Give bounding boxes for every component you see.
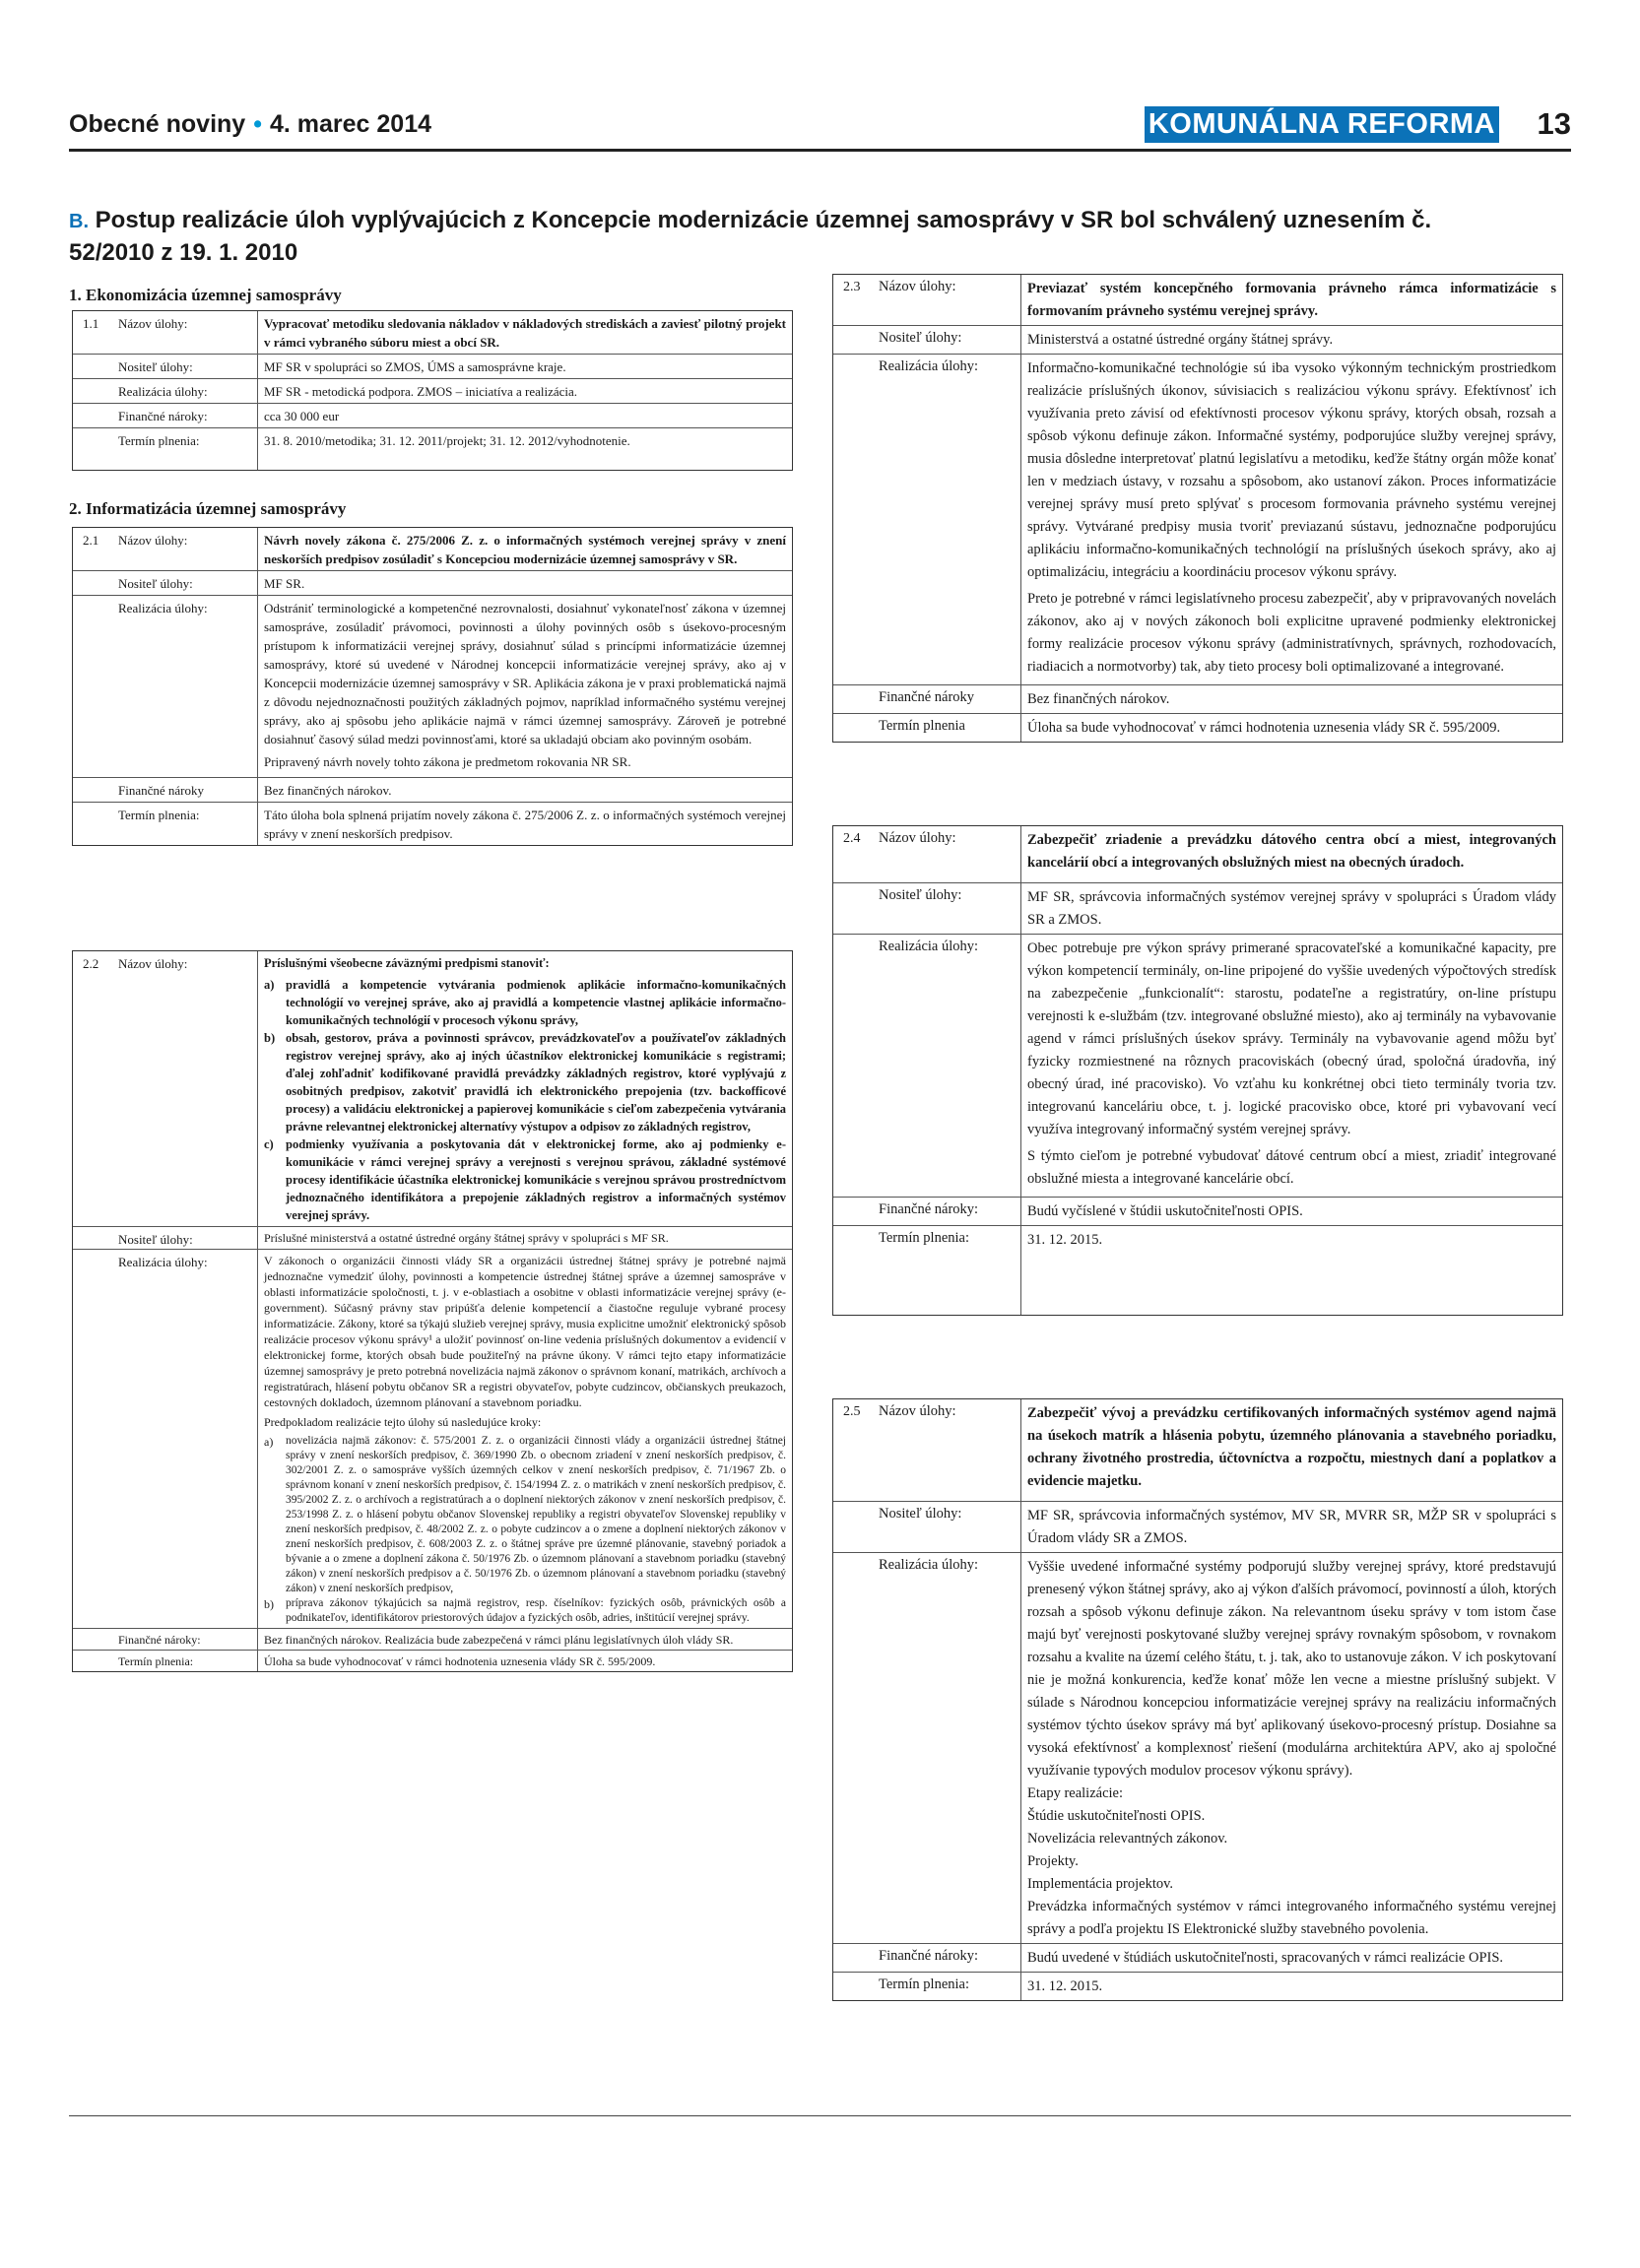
realizacia-paragraph: Vyššie uvedené informačné systémy podporujú služby verejnej správy, ktoré predstavujú prenesený výkon štátnej správy, ako aj výkon ďalších právomocí, povinností a úloh, ktorých rozsah a spôsob výkonu definuje zákon. Na relevantnom úseku správy v tom istom čase majú byť verejnosti poskytované služby verejnej správy rovnakým spôsobom, v rovnakom rozsahu a kvalite na území celého štátu, t. j. tak, ako to ustanovuje zákon. V ich poskytovaní nie je možná konkurencia, keďže konať môže len vecne a miestne príslušný subjekt. V súlade s Národnou koncepciou informatizácie verejnej správy na realizáciu informačných systémov týchto úsekov správy má byť aplikovaný úsekovo-procesný prístup. Dosiahne sa vysoká efektívnosť a komplexnosť riešení (modulárna architektúra APV, ako aj spoločné využívanie typových modulov procesov výkonu správy). [1027, 1559, 1556, 1779]
value-nositel: MF SR. [257, 571, 792, 595]
list-item: b) príprava zákonov týkajúcich sa najmä registrov, resp. číselníkov: fyzických osôb, právnických osôb a podnikateľov, identifikátorov priestorových údajov a fyzických osôb, adries, inštitúcií verejnej správy. [264, 1597, 786, 1624]
label-nazov: Názov úlohy: [118, 316, 188, 331]
section-1-heading: 1. Ekonomizácia územnej samosprávy [69, 286, 342, 304]
label-financne: Finančné nároky [879, 689, 975, 705]
nazov-intro: Príslušnými všeobecne záväznými predpismi stanoviť: [264, 956, 550, 970]
label-termin: Termín plnenia: [118, 433, 200, 448]
realizacia-line: Prevádzka informačných systémov v rámci integrovaného informačného systému verejnej správy a podľa projektu IS Elektronické služby stavebného povolenia. [1027, 1899, 1556, 1937]
task-number: 2.3 [843, 280, 861, 294]
value-nositel: Príslušné ministerstvá a ostatné ústredné orgány štátnej správy v spolupráci s MF SR. [257, 1227, 792, 1249]
label-nositel: Nositeľ úlohy: [879, 887, 962, 903]
task-table-1-1 [72, 310, 793, 471]
realizacia-line: Implementácia projektov. [1027, 1876, 1174, 1892]
task-table-2-5 [832, 1398, 1563, 2001]
value-nositel: MF SR v spolupráci so ZMOS, ÚMS a samosprávne kraje. [257, 355, 792, 378]
value-realizacia [1020, 935, 1562, 1197]
issue-date: 4. marec 2014 [269, 110, 432, 138]
value-nazov: Zabezpečiť zriadenie a prevádzku dátového centra obcí a miest, integrovaných kancelárií obcí a integrovaných obslužných miest na obecných úradoch. [1020, 826, 1562, 882]
title-text: Postup realizácie úloh vyplývajúcich z Koncepcie modernizácie územnej samosprávy v SR bol schválený uznesením č. 52/2010 z 19. 1. 2010 [69, 207, 1432, 266]
label-nositel: Nositeľ úlohy: [118, 576, 193, 591]
task-number: 2.4 [843, 831, 861, 846]
label-nazov: Názov úlohy: [879, 279, 956, 294]
task-table-2-4 [832, 825, 1563, 1316]
value-realizacia [1020, 1553, 1562, 1943]
label-financne: Finančné nároky: [118, 1633, 201, 1647]
value-termin: 31. 12. 2015. [1020, 1973, 1562, 2000]
separator-dot: • [253, 110, 262, 138]
label-financne: Finančné nároky: [118, 409, 208, 423]
value-nazov: Návrh novely zákona č. 275/2006 Z. z. o informačných systémoch verejnej správy v znení neskorších predpisov zosúladiť s Koncepciou modernizácie územnej samosprávy v SR. [257, 528, 792, 570]
value-termin: Úloha sa bude vyhodnocovať v rámci hodnotenia uznesenia vlády SR č. 595/2009. [1020, 714, 1562, 742]
value-termin: Táto úloha bola splnená prijatím novely zákona č. 275/2006 Z. z. o informačných systémoch verejnej správy v znení neskorších predpisov. [257, 803, 792, 845]
label-realizacia: Realizácia úlohy: [118, 384, 208, 399]
header-rule [69, 149, 1571, 152]
list-item: a) pravidlá a kompetencie vytvárania podmienok aplikácie informačno-komunikačných technológií vo verejnej správe, ako aj pravidlá a kompetencie vlastnej aplikácie informačno-komunikačných technológií v procesoch výkonu správy, [264, 978, 786, 1027]
label-termin: Termín plnenia: [879, 1976, 969, 1992]
footer-rule [69, 2115, 1571, 2116]
row-realizacia [73, 378, 792, 403]
label-financne: Finančné nároky: [879, 1948, 979, 1964]
value-financne: Bez finančných nárokov. [1020, 685, 1562, 713]
section-2-heading: 2. Informatizácia územnej samosprávy [69, 499, 347, 518]
realizacia-paragraph: S týmto cieľom je potrebné vybudovať dátové centrum obcí a miest, zriadiť integrované obslužné miesta a integrované kancelárie obcí. [1027, 1148, 1556, 1187]
realizacia-line: Etapy realizácie: [1027, 1785, 1124, 1801]
label-financne: Finančné nároky: [879, 1201, 979, 1217]
realizacia-paragraph: Preto je potrebné v rámci legislatívneho procesu zabezpečiť, aby v pripravovaných novelách zákonov, ako aj v nových zákonoch boli explicitne upravené podmienky elektronickej formy realizácie procesov výkonu správy (administratívnych, správnych, rozhodovacích, riadiacich a normotvorby) tak, aby tieto procesy boli optimalizované a integrované. [1027, 591, 1556, 675]
label-financne: Finančné nároky [118, 783, 205, 798]
value-termin: 31. 8. 2010/metodika; 31. 12. 2011/projekt; 31. 12. 2012/vyhodnotenie. [257, 428, 792, 470]
label-nazov: Názov úlohy: [879, 1403, 956, 1419]
section-label: KOMUNÁLNA REFORMA [1145, 106, 1499, 143]
publication-name: Obecné noviny [69, 110, 246, 138]
task-number: 2.2 [83, 956, 99, 971]
page-number: 13 [1537, 106, 1571, 141]
value-nazov: Previazať systém koncepčného formovania právneho rámca informatizácie s formovaním právneho systému verejnej správy. [1020, 275, 1562, 325]
label-realizacia: Realizácia úlohy: [879, 358, 979, 374]
realizacia-paragraph: Odstrániť terminologické a kompetenčné nezrovnalosti, dosiahnuť vykonateľnosť zákona v územnej samospráve, zosúladiť právomoci, povinnosti a úlohy povinných osôb s úsekovo-procesným prístupom k informatizácii verejnej správy, dosiahnuť súlad s princípmi informatizácie územnej samosprávy, ktoré sú uvedené v Národnej koncepcii informatizácie verejnej správy, ako aj v Koncepcii modernizácie územnej samosprávy v SR. Aplikácia zákona je v praxi problematická najmä z dôvodu nejednoznačnosti použitých základných pojmov, napríklad informačného systému verejnej správy, ako aj spôsobu jeho aplikácie najmä v rámci územnej samosprávy. Zároveň je potrebné dosiahnuť časový súlad medzi povinnosťami, ktoré sa ukladajú obciam ako povinným osobám. [264, 601, 786, 746]
list-item: a) novelizácia najmä zákonov: č. 575/2001 Z. z. o organizácii činnosti vlády a organizácii ústrednej štátnej správy v znení neskorších predpisov, č. 369/1990 Zb. o obecnom zriadení v znení neskorších predpisov, č. 302/2001 Z. z. o samospráve vyšších územných celkov v znení neskorších predpisov, č. 71/1967 Zb. o správnom konaní v znení neskorších predpisov, č. 154/1994 Z. z. o matrikách v znení neskorších predpisov, č. 395/2002 Z. z. o archívoch a registratúrach a o doplnení niektorých zákonov v znení neskorších predpisov, č. 253/1998 Z. z. o hlásení pobytu občanov Slovenskej republiky a registri obyvateľov Slovenskej republiky v znení neskorších predpisov, č. 48/2002 Z. z. o pobyte cudzincov a o zmene a doplnení niektorých zákonov v znení neskorších predpisov, č. 608/2003 Z. z. o štátnej správe pre územné plánovanie, stavebný poriadok a bývanie a o zmene a doplnení zákona č. 50/1976 Zb. o územnom plánovaní a stavebnom poriadku (stavebný zákon) v znení neskorších predpisov a č. 50/1976 Zb. o územnom plánovaní a stavebnom poriadku (stavebný zákon) v znení neskorších predpisov, [264, 1435, 786, 1594]
value-nazov: Zabezpečiť vývoj a prevádzku certifikovaných informačných systémov agend najmä na úsekoch matrík a hlásenia pobytu, územného plánovania a stavebného poriadku, ochrany životného prostredia, účtovníctva a rozpočtu, miestnych daní a poplatkov a evidencie majetku. [1020, 1399, 1562, 1501]
task-number: 1.1 [83, 316, 99, 331]
label-nazov: Názov úlohy: [879, 830, 956, 846]
value-realizacia [257, 1250, 792, 1628]
value-nositel: MF SR, správcovia informačných systémov, MV SR, MVRR SR, MŽP SR v spolupráci s Úradom vlády SR a ZMOS. [1020, 1502, 1562, 1552]
label-termin: Termín plnenia: [118, 808, 200, 822]
value-nositel: MF SR, správcovia informačných systémov verejnej správy v spolupráci s Úradom vlády SR a ZMOS. [1020, 883, 1562, 934]
value-financne: Bez finančných nárokov. [257, 778, 792, 802]
task-table-2-1 [72, 527, 793, 846]
row-financne [73, 403, 792, 427]
realizacia-paragraph: Obec potrebuje pre výkon správy primerané spracovateľské a komunikačné kapacity, pre výkon kompetencií terminály, on-line pripojené do vyššie uvedených výpočtových stredísk na zabezpečenie „funkcionalít“: starostu, podateľne a registratúry, on-line prístupu verejnosti k e-službám (tzv. integrované obslužné miesto), ako aj terminály na vybavovanie agend v rámci príslušných úsekov správy. Terminály na vybavovanie agend môžu byť fyzicky rozmiestnené na rôznych pracoviskách (obecný úrad, spoločná úradovňa, iný obecný úrad, iné pracovisko). Vo vzťahu ku konkrétnej obci tieto terminály tvoria tzv. integrovanú kanceláriu obce, t. j. logické pracovisko obce, ktoré pri vybavovaní vecí využíva integrovaný informačný systém verejnej správy. [1027, 940, 1556, 1137]
label-termin: Termín plnenia: [118, 1654, 194, 1668]
label-termin: Termín plnenia [879, 718, 965, 734]
value-financne: cca 30 000 eur [257, 404, 792, 427]
page-header [69, 106, 1571, 148]
realizacia-paragraph: V zákonoch o organizácii činnosti vlády SR a organizácii ústrednej štátnej správy je potrebné najmä jednoznačne vymedziť úlohy, povinnosti a kompetencie ústrednej štátnej správe a územnej samospráve v oblasti informatizácie spoločnosti, t. j. v e-oblastiach a osobitne v oblasti informatizácie verejnej správy (e-government). Súčasný právny stav pripúšťa delenie kompetencií a čiastočne reguluje vybrané procesy informatizácie. Zákony, ktoré sa týkajú služieb verejnej správy, musia explicitne umožniť elektronický spôsob realizácie procesov výkonu správy¹ a uložiť povinnosť on-line vedenia príslušných dokumentov a evidencií v elektronickej forme, ktorých obsah bude použiteľný na právne úkony. V rámci tejto etapy informatizácie územnej samosprávy je preto potrebná novelizácia najmä zákonov o správnom konaní, matrikách, archívoch a registratúrach, hlásení pobytu občanov SR a registri obyvateľov, pobyte cudzincov, občianskych preukazoch, cestovných dokladoch, územnom plánovaní a stavebnom poriadku. [264, 1254, 786, 1409]
label-realizacia: Realizácia úlohy: [879, 1557, 979, 1573]
label-nazov: Názov úlohy: [118, 956, 188, 971]
label-termin: Termín plnenia: [879, 1230, 969, 1246]
task-table-2-3 [832, 274, 1563, 743]
label-nositel: Nositeľ úlohy: [118, 1232, 193, 1247]
value-termin: 31. 12. 2015. [1020, 1226, 1562, 1315]
title-letter: B. [69, 211, 89, 232]
row-nositel [73, 354, 792, 378]
realizacia-paragraph: Informačno-komunikačné technológie sú iba vysoko výkonným technickým prostriedkom realizácie príslušných úkonov, súvisiacich s realizáciou výkonu správy. Efektívnosť ich využívania preto závisí od efektívnosti procesov výkonu správy, ktorých obsah, rozsah a spôsob výkonu definuje zákon. Informačné systémy, podporujúce služby verejnej správy, musia dôsledne interpretovať platnú legislatívu a metodiku, keďže štátny orgán môže konať len v medziach ústavy, v rozsahu a spôsobom, ako ustanoví zákon. Proces informatizácie verejnej správy musí preto splývať s procesom formovania právneho systému verejnej správy. Vytvárané predpisy musia tvoriť previazanú sústavu, jednoznačne podporujúcu aplikáciu informačno-komunikačných technológií na príslušných úsekoch správy, ako aj optimalizáciu, integráciu a koordináciu procesov výkonu správy. [1027, 360, 1556, 580]
value-realizacia: MF SR - metodická podpora. ZMOS – iniciatíva a realizácia. [257, 379, 792, 403]
nazov-list [264, 976, 786, 1224]
realizacia-list [264, 1434, 786, 1626]
task-number: 2.1 [83, 533, 99, 548]
row-termin [73, 427, 792, 470]
value-termin: Úloha sa bude vyhodnocovať v rámci hodnotenia uznesenia vlády SR č. 595/2009. [257, 1651, 792, 1671]
realizacia-line: Novelizácia relevantných zákonov. [1027, 1831, 1228, 1847]
value-realizacia [257, 596, 792, 777]
task-number: 2.5 [843, 1404, 861, 1419]
value-financne: Budú uvedené v štúdiách uskutočniteľnosti, spracovaných v rámci realizácie OPIS. [1020, 1944, 1562, 1972]
label-realizacia: Realizácia úlohy: [118, 601, 208, 616]
list-item: c) podmienky využívania a poskytovania dát v elektronickej forme, ako aj podmienky e-komunikácie v rámci verejnej správy a verejnosti s verejnou správou, základné systémové procesy identifikácie účastníka elektronickej komunikácie s verejnou správou prostredníctvom jednoznačného identifikátora a prepojenie základných registrov a informačných systémov verejnej správy. [264, 1137, 786, 1222]
value-nositel: Ministerstvá a ostatné ústredné orgány štátnej správy. [1020, 326, 1562, 354]
label-nositel: Nositeľ úlohy: [879, 1506, 962, 1522]
masthead [69, 110, 431, 139]
task-table-2-2 [72, 950, 793, 1672]
label-realizacia: Realizácia úlohy: [118, 1255, 208, 1269]
row-nazov [73, 311, 792, 354]
value-nazov: Vypracovať metodiku sledovania nákladov v nákladových strediskách a zaviesť pilotný projekt v rámci vybraného súboru miest a obcí SR. [257, 311, 792, 354]
list-item: b) obsah, gestorov, práva a povinnosti správcov, prevádzkovateľov a používateľov základných registrov verejnej správy, ako aj iných účastníkov elektronickej komunikácie s registrami; ďalej zohľadniť kodifikované pravidlá prevádzky základných registrov, ktoré vyplývajú z osobitných predpisov, zakotviť pravidlá ich elektronického prepojenia (tzv. backofficové procesy) a validáciu elektronickej a papierovej komunikácie s cieľom zabezpečenia vytvárania právne relevantnej elektronickej alternatívy výstupov a odpisov zo základných registrov, [264, 1031, 786, 1134]
realizacia-paragraph: Predpokladom realizácie tejto úlohy sú nasledujúce kroky: [264, 1415, 542, 1429]
realizacia-line: Štúdie uskutočniteľnosti OPIS. [1027, 1808, 1206, 1824]
value-financne: Bez finančných nárokov. Realizácia bude zabezpečená v rámci plánu legislatívnych úloh vlády SR. [257, 1629, 792, 1650]
value-nazov [257, 951, 792, 1226]
article-title [69, 205, 1487, 268]
label-nazov: Názov úlohy: [118, 533, 188, 548]
value-financne: Budú vyčíslené v štúdii uskutočniteľnosti OPIS. [1020, 1198, 1562, 1225]
realizacia-line: Projekty. [1027, 1853, 1079, 1869]
label-realizacia: Realizácia úlohy: [879, 939, 979, 954]
value-realizacia [1020, 355, 1562, 684]
label-nositel: Nositeľ úlohy: [118, 359, 193, 374]
realizacia-paragraph: Pripravený návrh novely tohto zákona je predmetom rokovania NR SR. [264, 754, 631, 769]
label-nositel: Nositeľ úlohy: [879, 330, 962, 346]
